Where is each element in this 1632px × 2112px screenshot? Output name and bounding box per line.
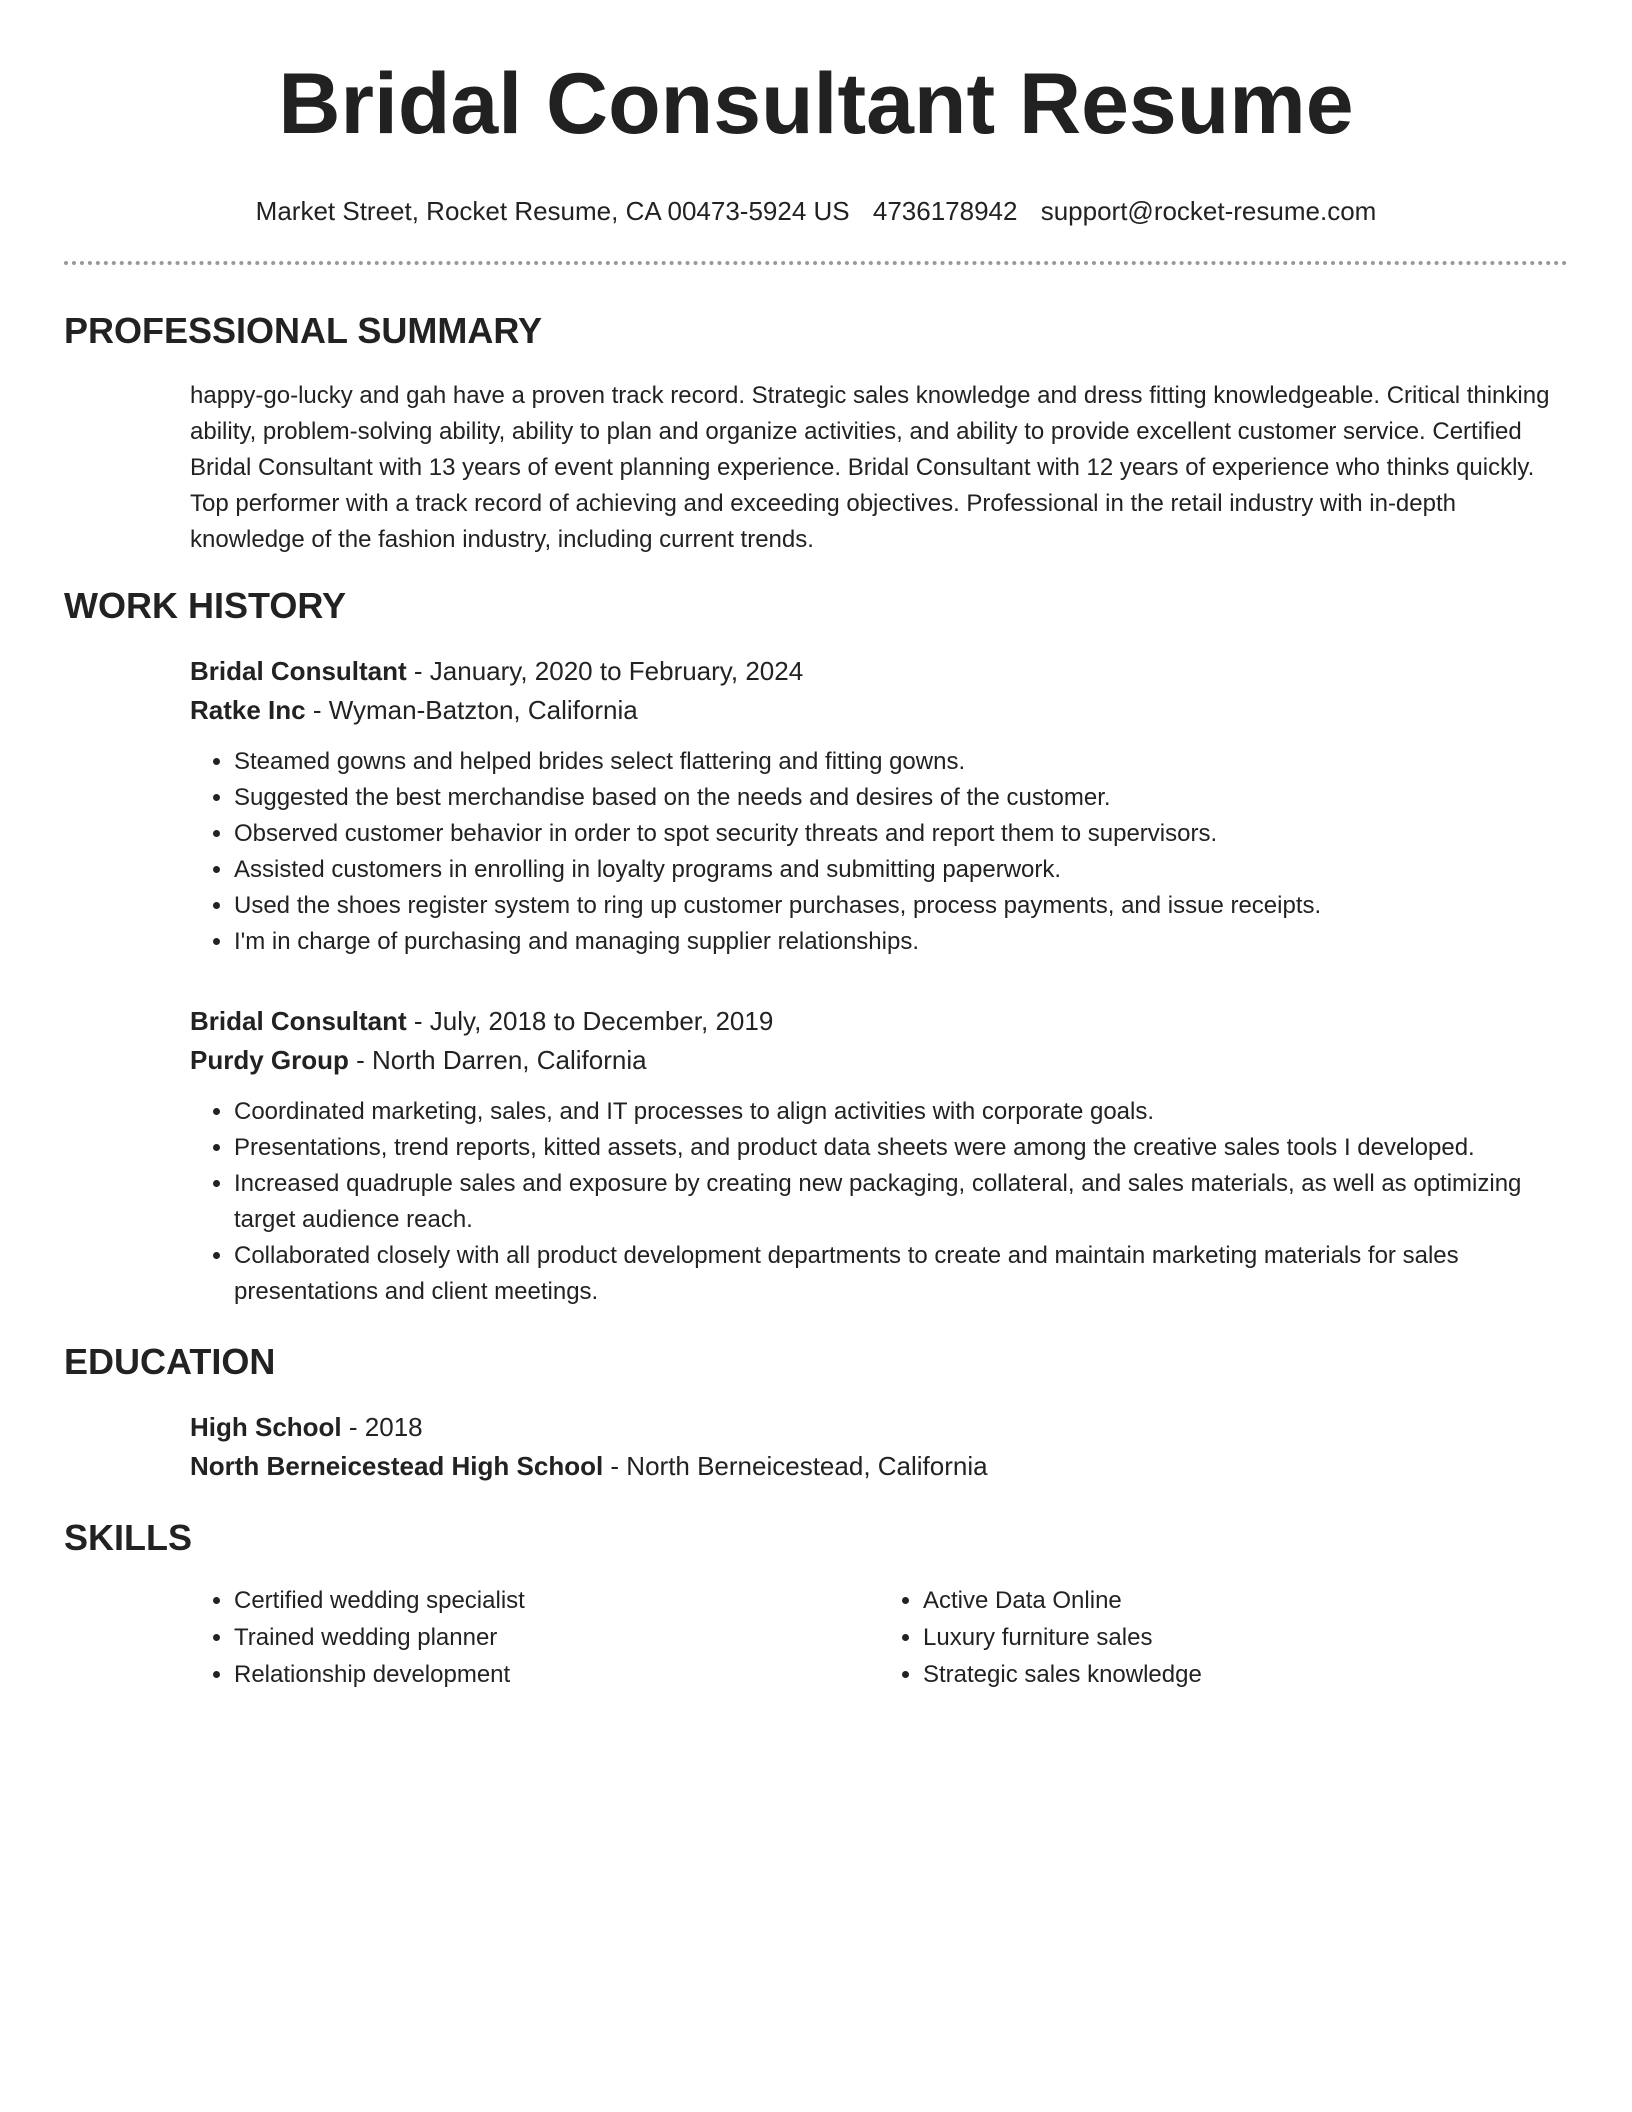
job-title: Bridal Consultant [190,1006,407,1036]
job-bullet: • Increased quadruple sales and exposure by creating new packaging, collateral, and sales materials, as well as optimizing target audience reach. [234,1166,1568,1238]
contact-line [64,194,1568,228]
job-dates: - July, 2018 to December, 2019 [406,1006,774,1036]
header-divider [64,261,1568,265]
skill-item: • Luxury furniture sales [923,1619,1568,1656]
job-company: Purdy Group [190,1045,349,1075]
job-bullet: • Presentations, trend reports, kitted assets, and product data sheets were among the creative sales tools I developed. [234,1130,1568,1166]
job-bullet: • Coordinated marketing, sales, and IT processes to align activities with corporate goals. [234,1094,1568,1130]
summary-section [64,309,1568,558]
job-bullet: • Used the shoes register system to ring up customer purchases, process payments, and issue receipts. [234,888,1568,924]
job-bullet: • Steamed gowns and helped brides select flattering and fitting gowns. [234,744,1568,780]
education-body [64,1408,1568,1486]
skill-item: • Certified wedding specialist [234,1582,879,1619]
skill-item: • Relationship development [234,1656,879,1693]
education-location: - North Berneicestead, California [603,1451,988,1481]
job-location: - Wyman-Batzton, California [305,695,638,725]
skill-item: • Trained wedding planner [234,1619,879,1656]
education-section [64,1340,1568,1486]
skills-grid [190,1582,1568,1693]
education-school: North Berneicestead High School [190,1451,604,1481]
job-entry [190,1002,1568,1310]
work-history-section [64,584,1568,1310]
skills-heading: SKILLS [64,1517,193,1558]
skills-body [64,1582,1568,1693]
education-school-line [190,1447,1568,1486]
work-history-body [64,652,1568,1310]
resume-title: Bridal Consultant Resume [278,56,1354,152]
job-bullet: • Suggested the best merchandise based on the needs and desires of the customer. [234,780,1568,816]
job-bullets [190,1094,1568,1310]
contact-address: Market Street, Rocket Resume, CA 00473-5924 US [255,196,850,226]
contact-phone: 4736178942 [872,196,1018,226]
job-title: Bridal Consultant [190,656,407,686]
job-location: - North Darren, California [348,1045,647,1075]
summary-body [64,378,1568,558]
contact-email: support@rocket-resume.com [1040,196,1377,226]
skills-section [64,1516,1568,1693]
job-title-line [190,652,1568,691]
summary-heading: PROFESSIONAL SUMMARY [64,310,543,351]
job-company: Ratke Inc [190,695,306,725]
job-bullet: • Observed customer behavior in order to spot security threats and report them to supervisors. [234,816,1568,852]
skill-item: • Active Data Online [923,1582,1568,1619]
job-bullets [190,744,1568,960]
education-degree: High School [190,1412,342,1442]
job-bullet: • Collaborated closely with all product development departments to create and maintain marketing materials for sales presentations and client meetings. [234,1238,1568,1310]
job-bullet: • Assisted customers in enrolling in loyalty programs and submitting paperwork. [234,852,1568,888]
job-company-line [190,1041,1568,1080]
skills-column-right [879,1582,1568,1693]
skills-column-left [190,1582,879,1693]
skill-item: • Strategic sales knowledge [923,1656,1568,1693]
education-heading: EDUCATION [64,1341,276,1382]
job-title-line [190,1002,1568,1041]
education-degree-line [190,1408,1568,1447]
summary-text: happy-go-lucky and gah have a proven track record. Strategic sales knowledge and dress fitting knowledgeable. Critical thinking ability, problem-solving ability, ability to plan and organize activities, and ability to provide excellent customer service. Certified Bridal Consultant with 13 years of event planning experience. Bridal Consultant with 12 years of experience who thinks quickly. Top performer with a track record of achieving and exceeding objectives. Professional in the retail industry with in-depth knowledge of the fashion industry, including current trends. [190,382,1550,553]
work-history-heading: WORK HISTORY [64,585,347,626]
education-year: - 2018 [341,1412,423,1442]
job-dates: - January, 2020 to February, 2024 [406,656,804,686]
job-bullet: • I'm in charge of purchasing and managing supplier relationships. [234,924,1568,960]
job-company-line [190,691,1568,730]
job-entry [190,652,1568,960]
